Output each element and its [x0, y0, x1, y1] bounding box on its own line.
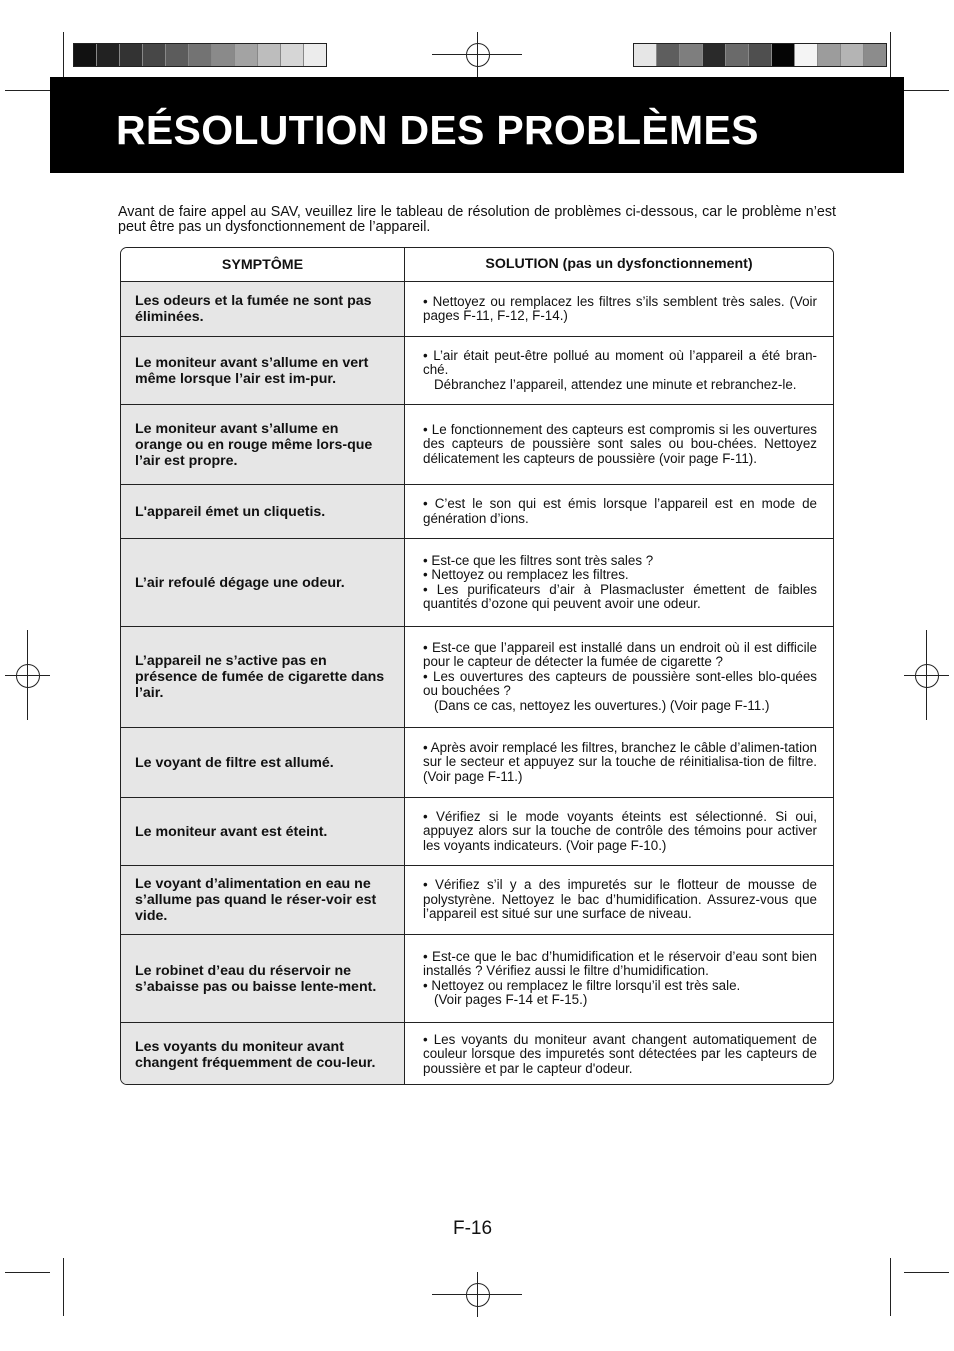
intro-paragraph: Avant de faire appel au SAV, veuillez lire le tableau de résolution de problèmes ci-dessous, car le problème n’est peut être pas un dysfonctionnement de l’appareil.: [118, 204, 836, 235]
solution-cell: [405, 1023, 833, 1085]
symptom-cell: L’air refoulé dégage une odeur.: [121, 539, 405, 626]
header-symptom: SYMPTÔME: [121, 248, 405, 281]
table-row: [121, 281, 833, 336]
solution-cell: [405, 728, 833, 797]
symptom-cell: Le robinet d’eau du réservoir ne s’abaisse pas ou baisse lente-ment.: [121, 935, 405, 1022]
solution-line: • Vérifiez s’il y a des impuretés sur le flotteur de mousse de polystyrène. Nettoyez le bac d’humidification. Assurez-vous que l’appareil est situé sur une surface de niveau.: [423, 877, 817, 922]
solution-line: (Voir pages F-14 et F-15.): [434, 992, 588, 1007]
solution-line: • Est-ce que l’appareil est installé dans un endroit où il est difficile pour le capteur de détecter la fumée de cigarette ?: [423, 639, 817, 670]
table-header-row: [121, 248, 833, 281]
solution-line: (Dans ce cas, nettoyez les ouvertures.) (Voir page F-11.): [434, 697, 770, 713]
solution-cell: [405, 627, 833, 727]
table-row: [121, 626, 833, 727]
solution-cell: [405, 337, 833, 404]
solution-cell: [405, 282, 833, 336]
solution-line: • Les voyants du moniteur avant changent automatiquement de couleur lorsque des impuretés sont détectées par les capteurs de poussière et par le capteur d'odeur.: [423, 1031, 817, 1076]
table-row: [121, 1022, 833, 1085]
solution-line: • Les purificateurs d’air à Plasmacluster émettent de faibles quantités d’ozone qui peuvent avoir une odeur.: [423, 581, 817, 611]
troubleshooting-table: [120, 247, 834, 1085]
symptom-cell: L'appareil émet un cliquetis.: [121, 485, 405, 538]
symptom-cell: Les voyants du moniteur avant changent fréquemment de cou-leur.: [121, 1023, 405, 1085]
symptom-cell: L’appareil ne s’active pas en présence de fumée de cigarette dans l’air.: [121, 627, 405, 727]
header-solution: SOLUTION (pas un dysfonctionnement): [405, 248, 833, 281]
solution-line: Débranchez l’appareil, attendez une minute et rebranchez-le.: [434, 376, 797, 392]
table-row: [121, 404, 833, 484]
symptom-cell: Le moniteur avant s’allume en vert même lorsque l’air est im-pur.: [121, 337, 405, 404]
solution-line: • Est-ce que le bac d’humidification et le réservoir d’eau sont bien installés ? Vérifiez aussi le filtre d’humidification.: [423, 948, 817, 978]
table-row: [121, 484, 833, 538]
page-title: RÉSOLUTION DES PROBLÈMES: [116, 107, 759, 153]
solution-cell: [405, 405, 833, 484]
solution-line: • Nettoyez ou remplacez les filtres s’ils semblent très sales. (Voir pages F-11, F-12, F-14.): [423, 293, 817, 323]
solution-line: • Nettoyez ou remplacez les filtres.: [423, 567, 629, 582]
solution-cell: [405, 935, 833, 1022]
solution-cell: [405, 539, 833, 626]
table-row: [121, 797, 833, 865]
solution-line: • Est-ce que les filtres sont très sales ?: [423, 552, 654, 568]
table-row: [121, 336, 833, 404]
symptom-cell: Les odeurs et la fumée ne sont pas éliminées.: [121, 282, 405, 336]
solution-line: • L’air était peut-être pollué au moment où l’appareil a été bran-ché.: [423, 347, 817, 378]
table-row: [121, 934, 833, 1022]
solution-line: • Après avoir remplacé les filtres, branchez le câble d’alimen-tation sur le secteur et appuyez sur la touche de réinitialisa-tion de filtre. (Voir page F-11.): [423, 739, 817, 784]
table-row: [121, 865, 833, 934]
solution-cell: [405, 866, 833, 934]
solution-line: • Nettoyez ou remplacez le filtre lorsqu’il est très sale.: [423, 977, 741, 993]
symptom-cell: Le voyant d’alimentation en eau ne s’allume pas quand le réser-voir est vide.: [121, 866, 405, 934]
solution-line: • Le fonctionnement des capteurs est compromis si les ouvertures des capteurs de poussière sont sales ou bou-chées. Nettoyez délicatement les capteurs de poussière (voir page F-11).: [423, 421, 817, 466]
solution-line: • Vérifiez si le mode voyants éteints est sélectionné. Si oui, appuyez alors sur la touche de contrôle des témoins pour activer les voyants indicateurs. (Voir page F-10.): [423, 808, 817, 853]
solution-cell: [405, 485, 833, 538]
symptom-cell: Le voyant de filtre est allumé.: [121, 728, 405, 797]
color-calibration-strip: [633, 43, 887, 67]
solution-cell: [405, 798, 833, 865]
grayscale-calibration-strip: [73, 43, 327, 67]
table-row: [121, 538, 833, 626]
solution-line: • C’est le son qui est émis lorsque l’appareil est en mode de génération d’ions.: [423, 496, 817, 526]
table-row: [121, 727, 833, 797]
symptom-cell: Le moniteur avant est éteint.: [121, 798, 405, 865]
page-number: F-16: [453, 1218, 493, 1239]
symptom-cell: Le moniteur avant s’allume en orange ou en rouge même lors-que l’air est propre.: [121, 405, 405, 484]
solution-line: • Les ouvertures des capteurs de poussière sont-elles blo-quées ou bouchées ?: [423, 668, 817, 699]
